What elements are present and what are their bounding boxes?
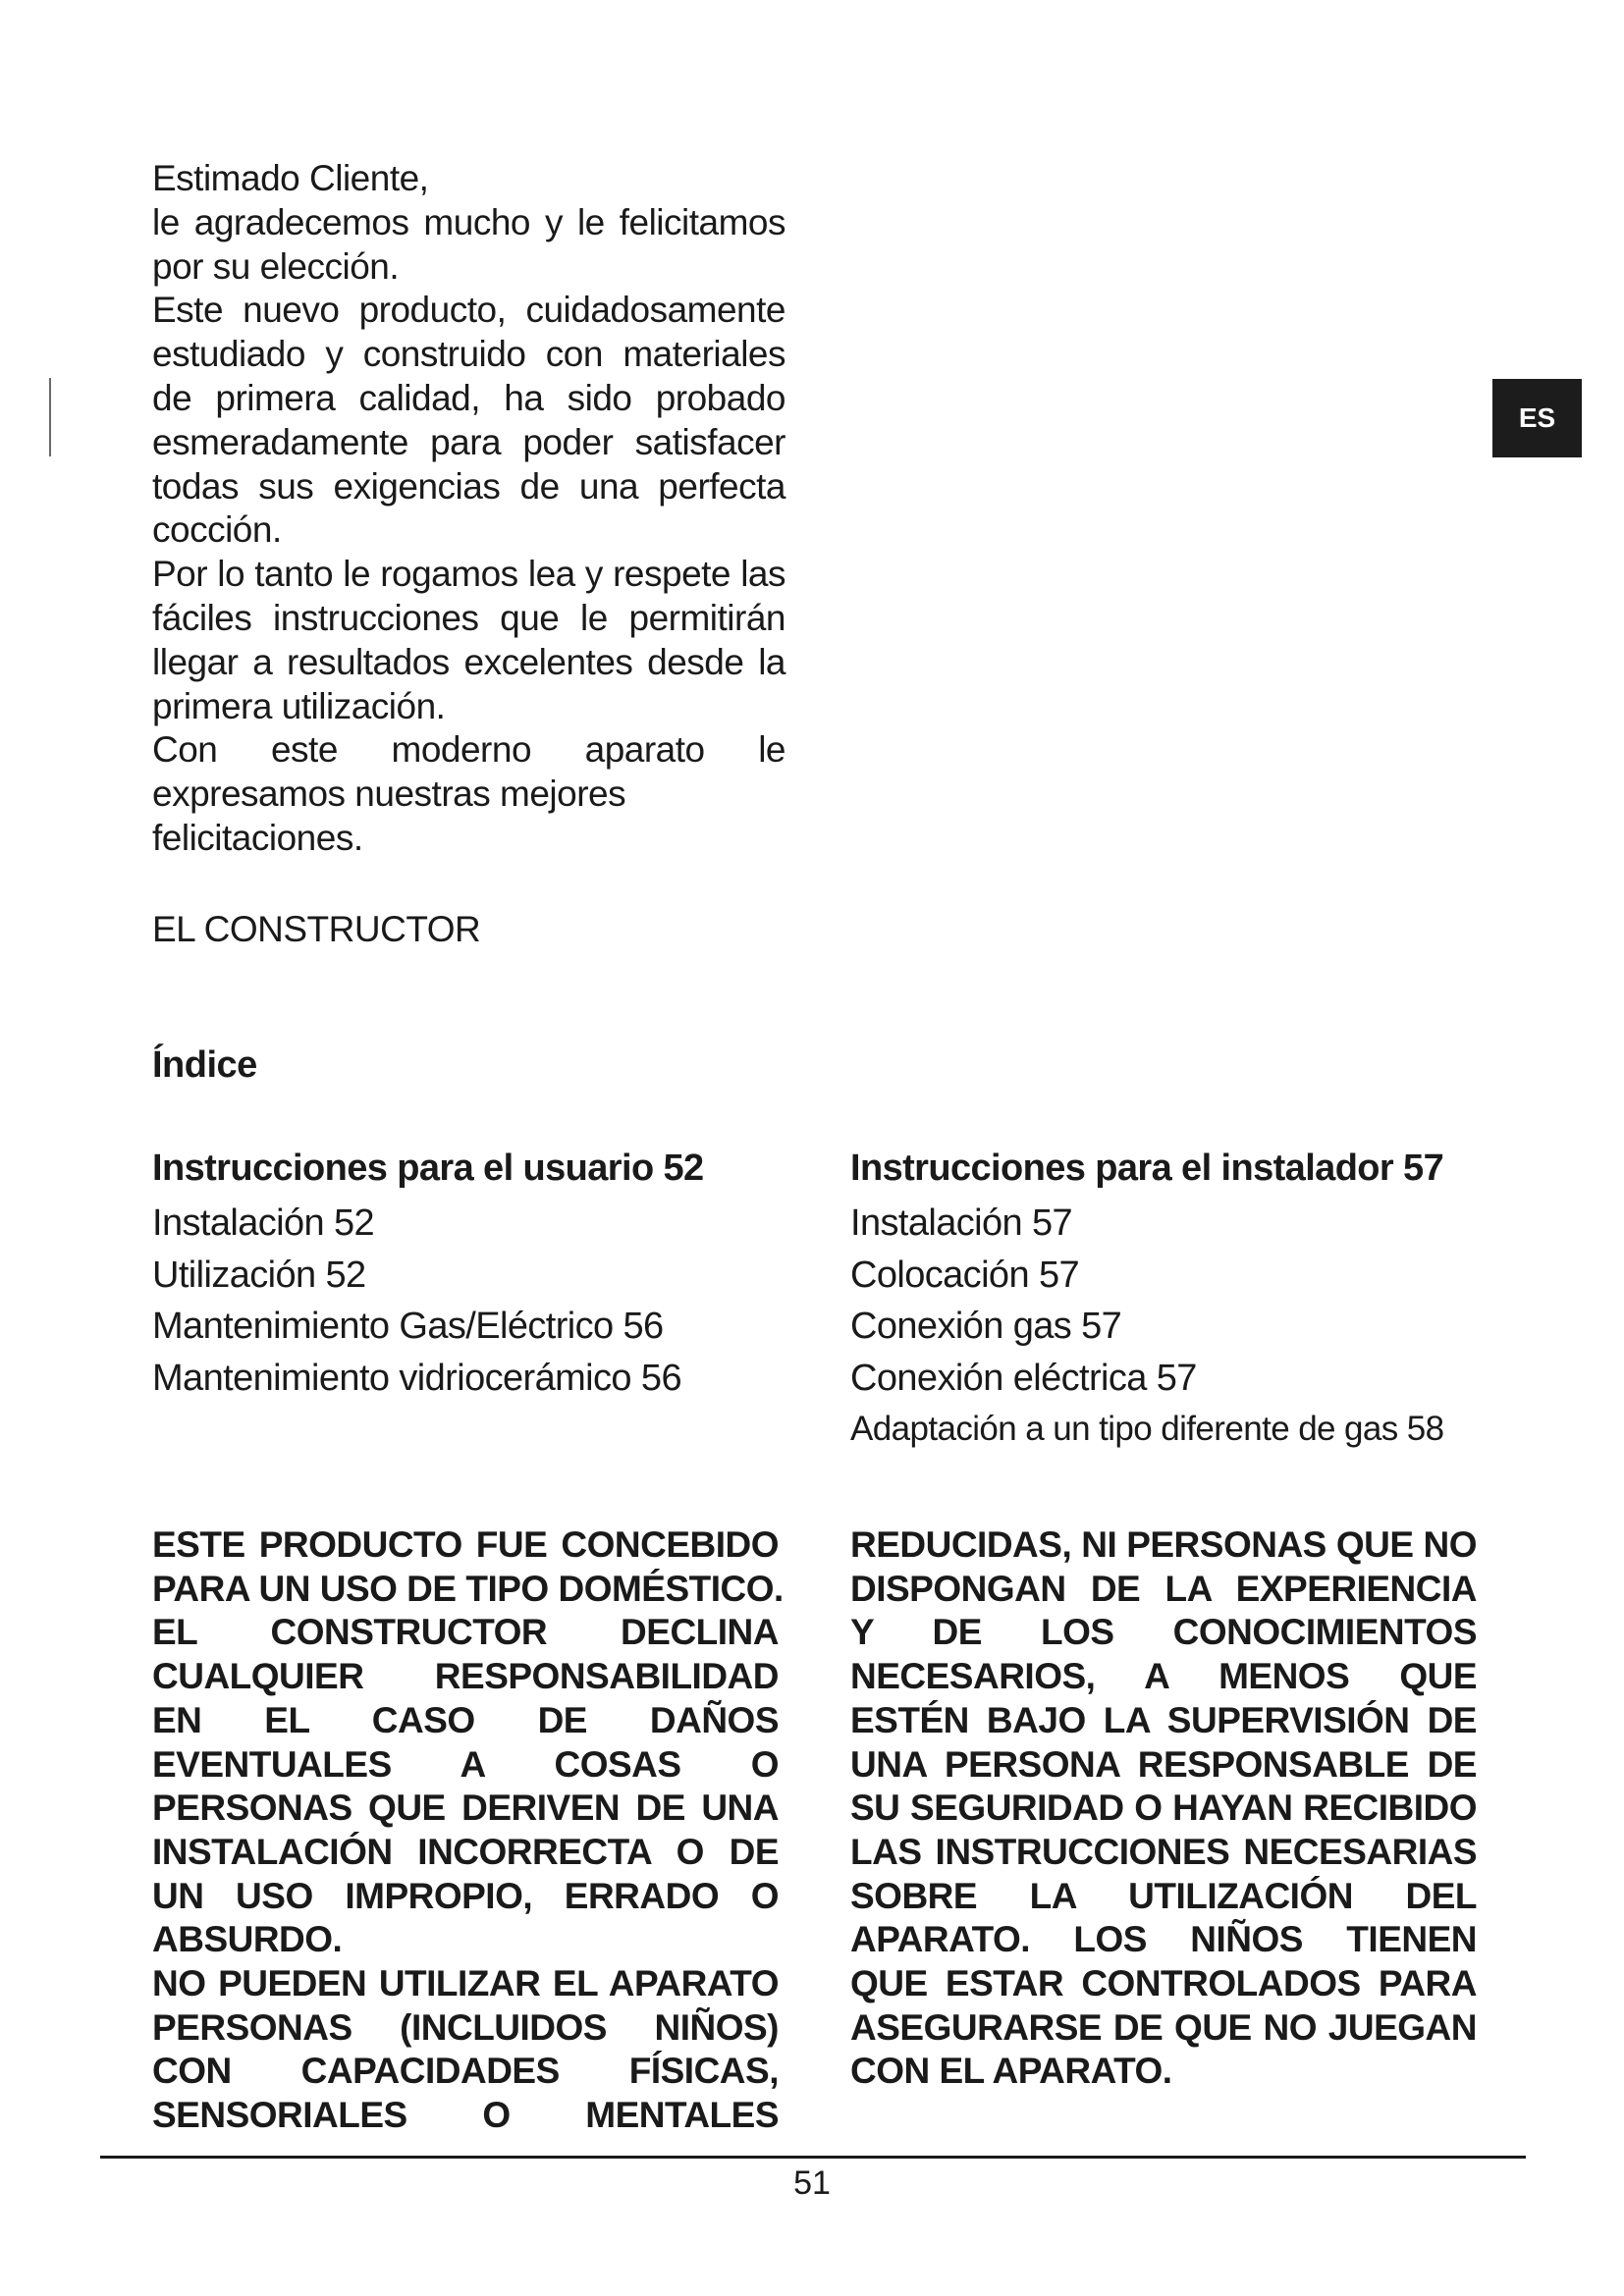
warning-line: SENSORIALES O MENTALES [152, 2095, 779, 2136]
warning-line: APARATO. LOS NIÑOS TIENEN [850, 1919, 1477, 1960]
toc-item: Colocación 57 [850, 1254, 1080, 1296]
signature: EL CONSTRUCTOR [152, 909, 481, 949]
warning-line: CON CAPACIDADES FÍSICAS, [152, 2051, 779, 2092]
greeting-line: Por lo tanto le rogamos lea y respete las [152, 554, 785, 595]
warning-line: EL CONSTRUCTOR DECLINA [152, 1612, 779, 1653]
toc-user-heading: Instrucciones para el usuario 52 [152, 1148, 704, 1189]
toc-item: Conexión eléctrica 57 [850, 1357, 1197, 1399]
greeting-line: llegar a resultados excelentes desde la [152, 641, 785, 682]
toc-item: Mantenimiento Gas/Eléctrico 56 [152, 1306, 664, 1347]
warning-line: DISPONGAN DE LA EXPERIENCIA [850, 1568, 1477, 1609]
warning-line: PERSONAS QUE DERIVEN DE UNA [152, 1788, 779, 1829]
left-margin-mark [49, 378, 51, 456]
toc-item: Utilización 52 [152, 1254, 366, 1296]
greeting-line: Con este moderno aparato le [152, 729, 785, 771]
warning-line: QUE ESTAR CONTROLADOS PARA [850, 1963, 1477, 2004]
index-title: Índice [152, 1044, 257, 1086]
greeting-text [152, 157, 785, 861]
warning-line: UNA PERSONA RESPONSABLE DE [850, 1743, 1477, 1785]
warning-line: NECESARIOS, A MENOS QUE [850, 1656, 1477, 1697]
greeting-line: por su elección. [152, 245, 400, 287]
warning-line: INSTALACIÓN INCORRECTA O DE [152, 1831, 779, 1872]
greeting-line: Estimado Cliente, [152, 158, 429, 198]
warning-line: SOBRE LA UTILIZACIÓN DEL [850, 1875, 1477, 1916]
greeting-line: Este nuevo producto, cuidadosamente [152, 290, 785, 331]
greeting-line: expresamos nuestras mejores [152, 774, 626, 815]
warning-line: EVENTUALES A COSAS O [152, 1743, 779, 1785]
page-number: 51 [793, 2164, 831, 2202]
warning-line: ESTE PRODUCTO FUE CONCEBIDO [152, 1524, 779, 1565]
greeting-line: cocción. [152, 509, 282, 551]
warning-line: ASEGURARSE DE QUE NO JUEGAN [850, 2006, 1477, 2048]
warning-line: ESTÉN BAJO LA SUPERVISIÓN DE [850, 1699, 1477, 1740]
toc-item: Adaptación a un tipo diferente de gas 58 [850, 1410, 1444, 1448]
warning-line: NO PUEDEN UTILIZAR EL APARATO [152, 1963, 779, 2004]
warning-line: PERSONAS (INCLUIDOS NIÑOS) [152, 2006, 779, 2048]
toc-installer-heading: Instrucciones para el instalador 57 [850, 1148, 1444, 1189]
greeting-line: primera utilización. [152, 685, 446, 726]
greeting-line: fáciles instrucciones que le permitirán [152, 597, 785, 638]
toc-installer-section [850, 1147, 1538, 1456]
greeting-line: de primera calidad, ha sido probado [152, 377, 785, 418]
greeting-line: estudiado y construido con materiales [152, 334, 785, 375]
warning-text-right [850, 1523, 1477, 2094]
warning-line: PARA UN USO DE TIPO DOMÉSTICO. [152, 1568, 784, 1609]
greeting-line: todas sus exigencias de una perfecta [152, 465, 785, 507]
warning-line: UN USO IMPROPIO, ERRADO O [152, 1875, 779, 1916]
warning-line: EN EL CASO DE DAÑOS [152, 1699, 779, 1740]
warning-line: SU SEGURIDAD O HAYAN RECIBIDO [850, 1788, 1477, 1829]
greeting-line: le agradecemos mucho y le felicitamos [152, 201, 785, 242]
warning-line: Y DE LOS CONOCIMIENTOS [850, 1612, 1477, 1653]
greeting-line: felicitaciones. [152, 817, 363, 858]
toc-item: Mantenimiento vidriocerámico 56 [152, 1357, 681, 1399]
warning-line: LAS INSTRUCCIONES NECESARIAS [850, 1831, 1477, 1872]
warning-line: REDUCIDAS, NI PERSONAS QUE NO [850, 1524, 1477, 1565]
footer-rule [100, 2156, 1526, 2159]
toc-item: Conexión gas 57 [850, 1306, 1122, 1347]
toc-item: Instalación 52 [152, 1202, 375, 1244]
language-tab: ES [1492, 379, 1582, 457]
greeting-line: esmeradamente para poder satisfacer [152, 421, 785, 462]
warning-line: ABSURDO. [152, 1919, 343, 1960]
toc-user-section [152, 1147, 839, 1404]
warning-text-left [152, 1523, 784, 2138]
toc-item: Instalación 57 [850, 1202, 1073, 1244]
warning-line: CON EL APARATO. [850, 2051, 1172, 2092]
warning-line: CUALQUIER RESPONSABILIDAD [152, 1656, 779, 1697]
